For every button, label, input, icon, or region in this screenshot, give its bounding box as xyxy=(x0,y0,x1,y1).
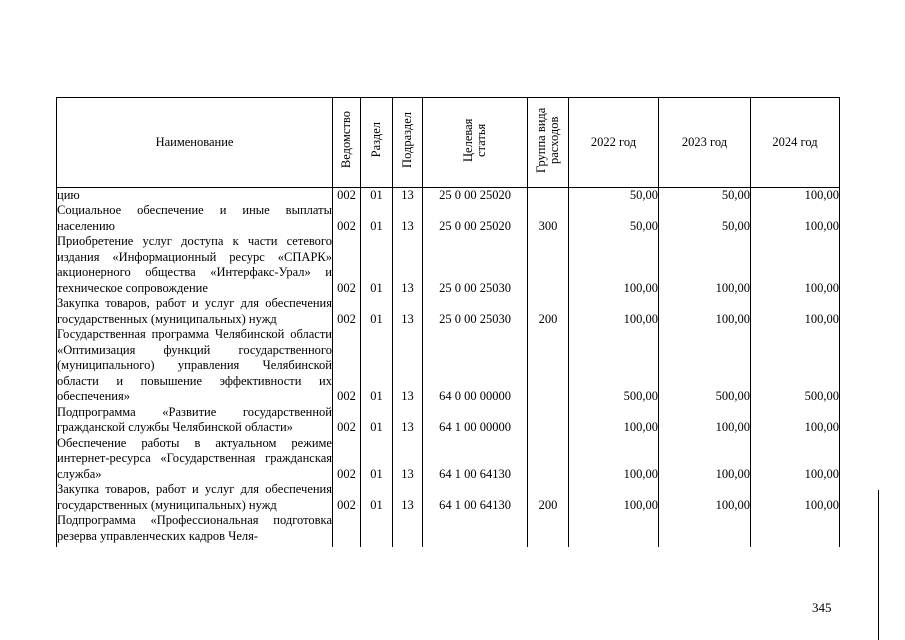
header-name xyxy=(57,98,333,188)
cell-2022 xyxy=(569,513,659,547)
cell-dept: 002 xyxy=(333,187,361,203)
cell-2024: 100,00 xyxy=(751,405,840,436)
header-2022-label: 2022 год xyxy=(590,134,637,149)
header-subsection-label: Подраздел xyxy=(400,112,414,168)
cell-name: Закупка товаров, работ и услуг для обеспечения государственных (муниципальных) нужд xyxy=(57,296,332,326)
cell-name: Закупка товаров, работ и услуг для обеспечения государственных (муниципальных) нужд xyxy=(57,482,332,512)
cell-2023: 100,00 xyxy=(659,436,751,483)
page-edge-rule xyxy=(878,490,879,640)
header-subsection xyxy=(393,98,423,188)
cell-expense-group xyxy=(528,234,569,296)
table-row xyxy=(57,405,840,436)
cell-2024 xyxy=(751,513,840,547)
cell-target: 25 0 00 25020 xyxy=(423,187,528,203)
page-number: 345 xyxy=(812,600,832,615)
cell-section: 01 xyxy=(361,482,393,513)
cell-target: 64 1 00 00000 xyxy=(423,405,528,436)
header-name-label: Наименование xyxy=(155,134,234,149)
cell-expense-group xyxy=(528,187,569,203)
cell-2023 xyxy=(659,513,751,547)
cell-dept xyxy=(333,513,361,547)
cell-2024: 100,00 xyxy=(751,482,840,513)
header-dept xyxy=(333,98,361,188)
cell-name: Подпрограмма «Развитие государственной гражданской службы Челябинской области» xyxy=(57,404,332,434)
cell-2022: 500,00 xyxy=(569,327,659,405)
cell-section xyxy=(361,513,393,547)
cell-name: Приобретение услуг доступа к части сетевого издания «Информационный ресурс «СПАРК» акционерного общества «Интерфакс-Урал» и техническое сопровождение xyxy=(57,234,332,295)
header-2024-label: 2024 год xyxy=(772,134,818,149)
cell-dept: 002 xyxy=(333,405,361,436)
cell-subsection: 13 xyxy=(393,203,423,234)
cell-2022: 100,00 xyxy=(569,436,659,483)
table-row xyxy=(57,436,840,483)
cell-2022: 100,00 xyxy=(569,296,659,327)
table-row xyxy=(57,203,840,234)
cell-2024: 100,00 xyxy=(751,187,840,203)
cell-expense-group: 200 xyxy=(528,482,569,513)
cell-section: 01 xyxy=(361,296,393,327)
header-expense-group-label: Группа вида расходов xyxy=(534,107,561,173)
header-section-label: Раздел xyxy=(369,122,383,158)
cell-expense-group xyxy=(528,436,569,483)
cell-subsection: 13 xyxy=(393,405,423,436)
cell-expense-group: 300 xyxy=(528,203,569,234)
cell-section: 01 xyxy=(361,436,393,483)
table-row xyxy=(57,513,840,547)
cell-target: 25 0 00 25020 xyxy=(423,203,528,234)
cell-2023: 100,00 xyxy=(659,296,751,327)
cell-dept: 002 xyxy=(333,436,361,483)
cell-2024: 100,00 xyxy=(751,436,840,483)
cell-section: 01 xyxy=(361,327,393,405)
cell-expense-group: 200 xyxy=(528,296,569,327)
cell-subsection: 13 xyxy=(393,234,423,296)
cell-target: 64 0 00 00000 xyxy=(423,327,528,405)
header-target-label: Целевая статья xyxy=(461,118,488,162)
header-2022 xyxy=(569,98,659,188)
cell-name: Социальное обеспечение и иные выплаты населению xyxy=(57,203,332,233)
table-row xyxy=(57,327,840,405)
header-expense-group xyxy=(528,98,569,188)
cell-2022: 50,00 xyxy=(569,187,659,203)
cell-2022: 100,00 xyxy=(569,482,659,513)
cell-subsection: 13 xyxy=(393,296,423,327)
table-body xyxy=(57,187,840,547)
header-target xyxy=(423,98,528,188)
header-dept-label: Ведомство xyxy=(339,111,353,169)
cell-2024: 100,00 xyxy=(751,203,840,234)
cell-name: цию xyxy=(57,187,333,203)
table-row xyxy=(57,234,840,296)
cell-target: 64 1 00 64130 xyxy=(423,436,528,483)
cell-section: 01 xyxy=(361,203,393,234)
table-row xyxy=(57,296,840,327)
cell-2024: 100,00 xyxy=(751,234,840,296)
cell-subsection: 13 xyxy=(393,187,423,203)
cell-dept: 002 xyxy=(333,482,361,513)
cell-subsection xyxy=(393,513,423,547)
cell-section: 01 xyxy=(361,234,393,296)
cell-2023: 100,00 xyxy=(659,482,751,513)
cell-subsection: 13 xyxy=(393,482,423,513)
cell-subsection: 13 xyxy=(393,327,423,405)
cell-subsection: 13 xyxy=(393,436,423,483)
cell-2024: 100,00 xyxy=(751,296,840,327)
table-row xyxy=(57,482,840,513)
cell-2023: 50,00 xyxy=(659,203,751,234)
cell-expense-group xyxy=(528,327,569,405)
cell-name: Обеспечение работы в актуальном режиме интернет-ресурса «Государственная гражданская служба» xyxy=(57,435,332,481)
cell-target: 25 0 00 25030 xyxy=(423,296,528,327)
cell-2024: 500,00 xyxy=(751,327,840,405)
cell-section: 01 xyxy=(361,187,393,203)
header-2023-label: 2023 год xyxy=(681,134,728,149)
header-2023 xyxy=(659,98,751,188)
cell-2022: 100,00 xyxy=(569,234,659,296)
cell-2023: 100,00 xyxy=(659,405,751,436)
cell-expense-group xyxy=(528,405,569,436)
cell-section: 01 xyxy=(361,405,393,436)
cell-2023: 50,00 xyxy=(659,187,751,203)
cell-dept: 002 xyxy=(333,327,361,405)
cell-target xyxy=(423,513,528,547)
cell-dept: 002 xyxy=(333,296,361,327)
cell-dept: 002 xyxy=(333,234,361,296)
cell-2023: 500,00 xyxy=(659,327,751,405)
cell-dept: 002 xyxy=(333,203,361,234)
cell-name: Подпрограмма «Профессиональная подготовка резерва управленческих кадров Челя- xyxy=(57,513,333,547)
cell-target: 25 0 00 25030 xyxy=(423,234,528,296)
table-row xyxy=(57,187,840,203)
budget-table xyxy=(56,97,840,547)
cell-2022: 50,00 xyxy=(569,203,659,234)
cell-expense-group xyxy=(528,513,569,547)
table-header-row xyxy=(57,98,840,188)
cell-target: 64 1 00 64130 xyxy=(423,482,528,513)
header-section xyxy=(361,98,393,188)
cell-name: Государственная программа Челябинской области «Оптимизация функций государственного (муниципального) управления Челябинской области и повышение эффективности их обеспечения» xyxy=(57,327,332,403)
cell-2023: 100,00 xyxy=(659,234,751,296)
cell-2022: 100,00 xyxy=(569,405,659,436)
header-2024 xyxy=(751,98,840,188)
